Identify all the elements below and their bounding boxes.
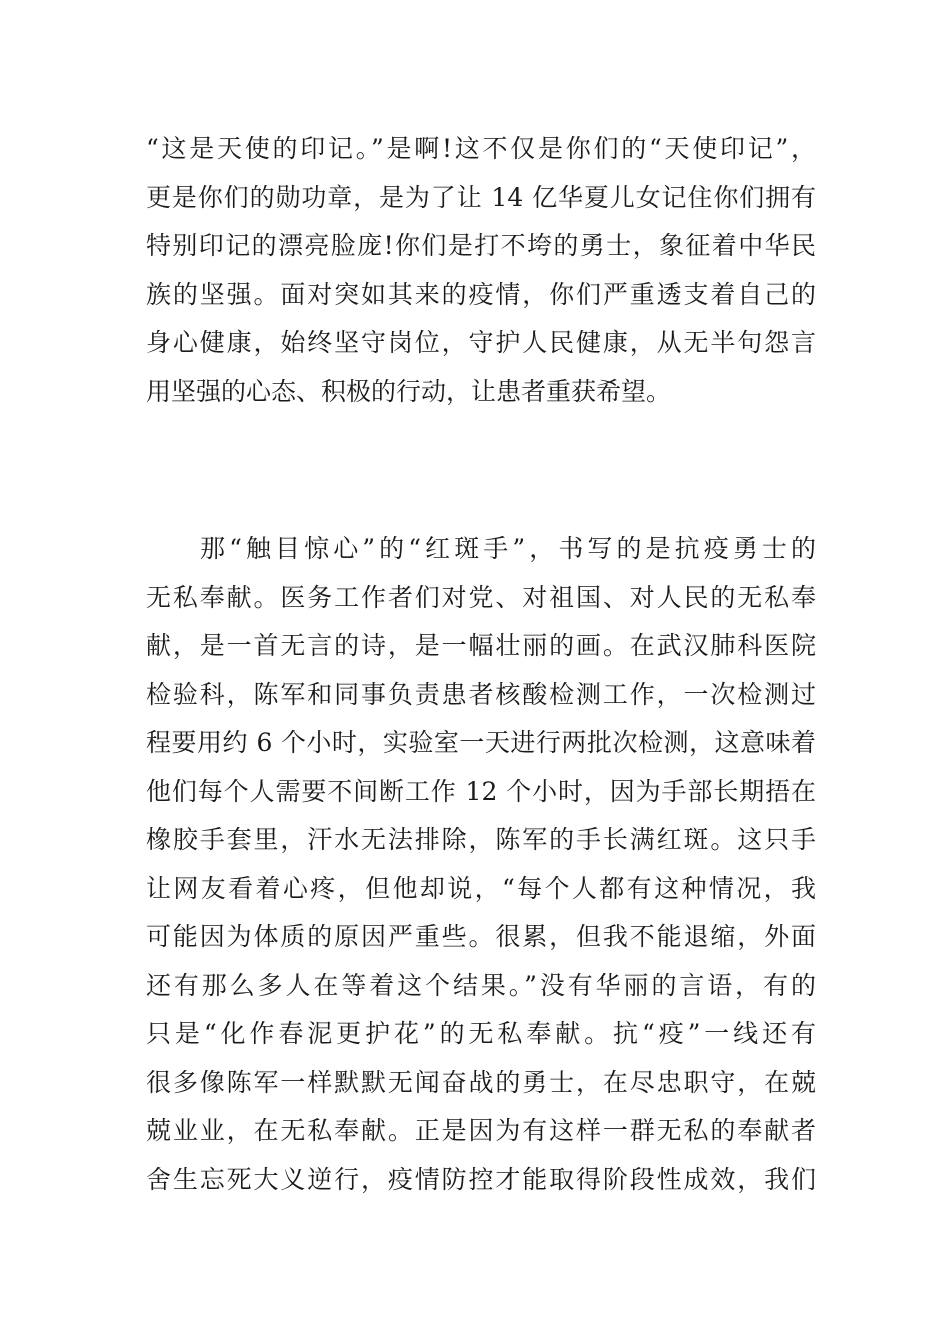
text-line: 检验科，陈军和同事负责患者核酸检测工作，一次检测过 (146, 679, 816, 709)
paragraph-angel-mark (146, 125, 816, 416)
paragraph-red-spot-hands (146, 525, 816, 1204)
text-line: 程要用约 6 个小时，实验室一天进行两批次检测，这意味着 (146, 728, 816, 757)
text-line: 舍生忘死大义逆行，疫情防控才能取得阶段性成效，我们 (146, 1164, 816, 1194)
text-line: 只是“化作春泥更护花”的无私奉献。抗“疫”一线还有 (146, 1019, 816, 1048)
text-line: 很多像陈军一样默默无闻奋战的勇士，在尽忠职守，在兢 (146, 1067, 816, 1097)
text-line: 他们每个人需要不间断工作 12 个小时，因为手部长期捂在 (146, 776, 816, 806)
text-line: 还有那么多人在等着这个结果。”没有华丽的言语，有的 (146, 970, 816, 1000)
text-line: 无私奉献。医务工作者们对党、对祖国、对人民的无私奉 (146, 582, 816, 612)
text-line: 让网友看着心疼，但他却说，“每个人都有这种情况，我 (146, 873, 816, 903)
text-line: 兢业业，在无私奉献。正是因为有这样一群无私的奉献者 (146, 1116, 816, 1145)
text-line: 用坚强的心态、积极的行动，让患者重获希望。 (146, 376, 672, 406)
text-line: 可能因为体质的原因严重些。很累，但我不能退缩，外面 (146, 922, 816, 951)
text-line: 族的坚强。面对突如其来的疫情，你们严重透支着自己的 (146, 279, 816, 309)
text-line: “这是天使的印记。”是啊!这不仅是你们的“天使印记”， (146, 134, 816, 163)
text-line: 橡胶手套里，汗水无法排除，陈军的手长满红斑。这只手 (146, 825, 816, 854)
text-line: 更是你们的勋功章，是为了让 14 亿华夏儿女记住你们拥有 (146, 182, 816, 212)
text-line: 那“触目惊心”的“红斑手”，书写的是抗疫勇士的 (200, 534, 816, 563)
text-line: 献，是一首无言的诗，是一幅壮丽的画。在武汉肺科医院 (146, 631, 816, 660)
text-line: 身心健康，始终坚守岗位，守护人民健康，从无半句怨言 (146, 328, 816, 357)
text-line: 特别印记的漂亮脸庞!你们是打不垮的勇士，象征着中华民 (146, 231, 816, 260)
